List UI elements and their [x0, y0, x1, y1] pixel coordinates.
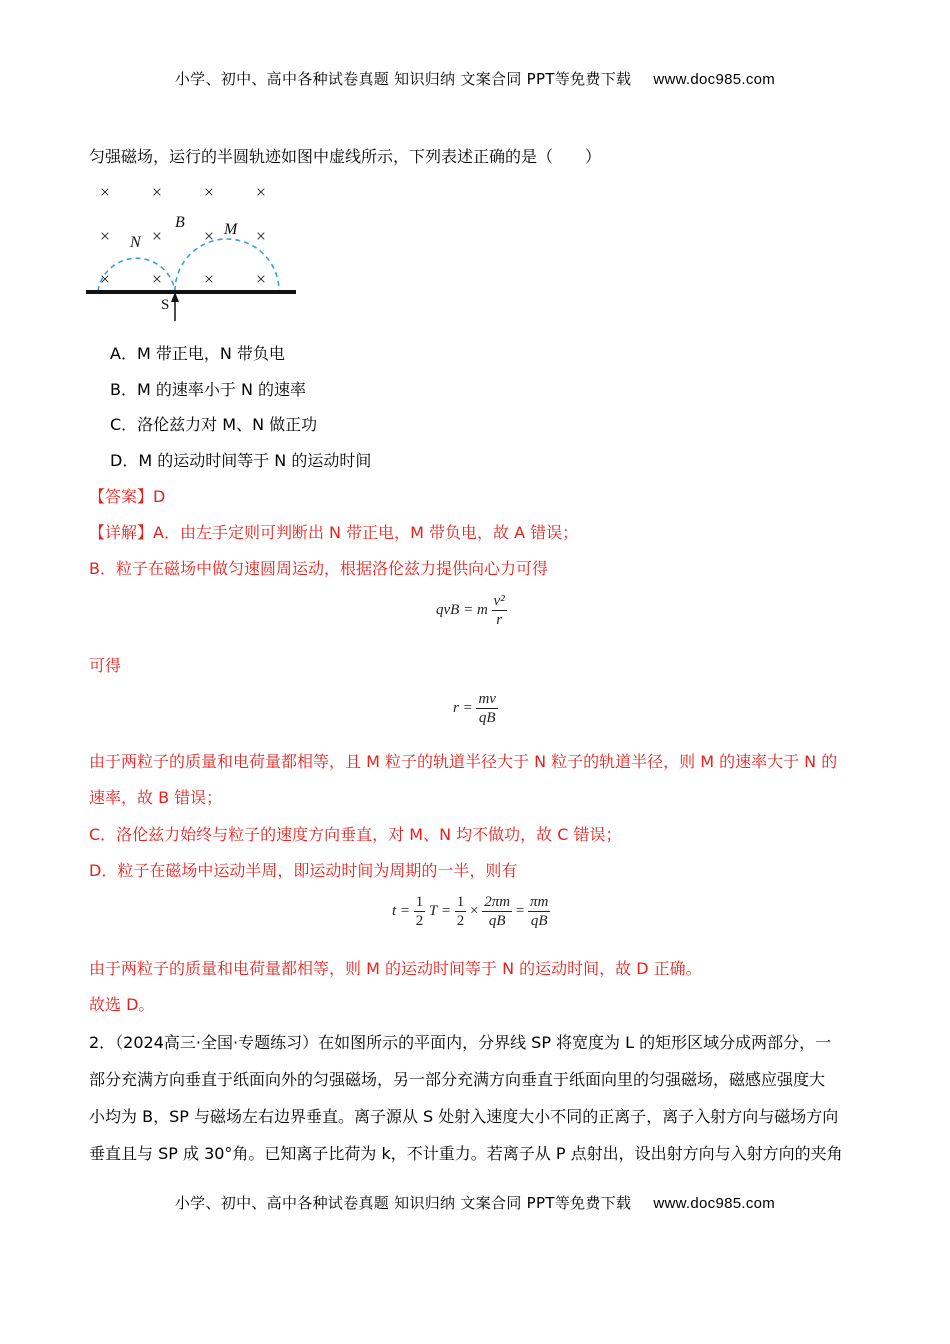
question2-line4: 垂直且与 SP 成 30°角。已知离子比荷为 k，不计重力。若离子从 P 点射出，设出射方向与入射方向的夹角 — [89, 1144, 843, 1163]
formula3-frac1 — [414, 893, 426, 930]
footer-site: www.doc985.com — [653, 1195, 776, 1212]
option-a: A．M 带正电，N 带负电 — [110, 344, 285, 363]
formula1-den: r — [496, 612, 503, 628]
field-cross: × — [151, 269, 163, 289]
field-cross: × — [99, 226, 111, 246]
formula3-times: × — [470, 902, 479, 919]
explanation-b3: 速率，故 B 错误； — [89, 788, 223, 807]
formula2-lhs: r = — [453, 699, 473, 716]
field-cross: × — [151, 226, 163, 246]
option-b: B．M 的速率小于 N 的速率 — [110, 380, 307, 399]
formula-lorentz — [436, 592, 507, 629]
explanation-b2: 由于两粒子的质量和电荷量都相等，且 M 粒子的轨道半径大于 N 粒子的轨道半径，则 M 的速率大于 N 的 — [89, 752, 838, 771]
formula2-frac — [476, 690, 498, 727]
formula3-T: T = — [429, 902, 451, 919]
field-cross: × — [255, 226, 267, 246]
label-S: S — [161, 297, 170, 313]
formula3-f4den: qB — [530, 913, 548, 929]
formula3-f3den: qB — [488, 913, 506, 929]
field-cross: × — [255, 269, 267, 289]
page-header — [0, 68, 950, 89]
formula1-lhs: qvB = m — [436, 601, 488, 618]
formula3-frac3 — [482, 893, 512, 930]
formula3-t: t = — [392, 902, 411, 919]
explanation-d2: 由于两粒子的质量和电荷量都相等，则 M 的运动时间等于 N 的运动时间，故 D 正确。 — [89, 959, 702, 978]
explanation-a — [89, 522, 578, 544]
explanation-conclusion: 故选 D。 — [89, 995, 155, 1014]
formula2-den: qB — [478, 710, 496, 726]
explanation-label: 【详解】 — [89, 523, 154, 542]
formula3-f3num: 2πm — [484, 894, 511, 910]
question2-line3: 小均为 B，SP 与磁场左右边界垂直。离子源从 S 处射入速度大小不同的正离子，离子入射方向与磁场方向 — [89, 1107, 839, 1126]
page-footer — [0, 1192, 950, 1213]
field-cross: × — [151, 182, 163, 202]
label-M: M — [224, 221, 238, 238]
field-cross: × — [203, 269, 215, 289]
explanation-keyi: 可得 — [89, 656, 122, 675]
formula1-num: v² — [493, 593, 505, 609]
field-cross: × — [203, 182, 215, 202]
explanation-c: C．洛伦兹力始终与粒子的速度方向垂直，对 M、N 均不做功，故 C 错误； — [89, 825, 622, 844]
explanation-a-text: A．由左手定则可判断出 N 带正电，M 带负电，故 A 错误； — [153, 523, 579, 542]
field-cross: × — [255, 182, 267, 202]
formula3-f2den: 2 — [456, 913, 465, 929]
field-cross: × — [99, 269, 111, 289]
question2-line2: 部分充满方向垂直于纸面向外的匀强磁场，另一部分充满方向垂直于纸面向里的匀强磁场，磁感应强度大 — [89, 1070, 826, 1089]
field-cross: × — [203, 226, 215, 246]
answer-label: 【答案】 — [89, 487, 154, 506]
label-N: N — [130, 234, 141, 251]
answer-value: D — [153, 487, 166, 506]
formula-radius — [453, 690, 498, 727]
footer-text: 小学、初中、高中各种试卷真题 知识归纳 文案合同 PPT等免费下载 — [174, 1194, 632, 1212]
explanation-d1: D．粒子在磁场中运动半周，即运动时间为周期的一半，则有 — [89, 861, 518, 880]
formula3-f1den: 2 — [415, 913, 424, 929]
formula2-num: mv — [478, 691, 496, 707]
question1-stem: 匀强磁场，运行的半圆轨迹如图中虚线所示，下列表述正确的是（ ） — [89, 147, 602, 166]
label-B: B — [175, 214, 185, 231]
formula3-frac4 — [528, 893, 550, 930]
formula3-f2num: 1 — [456, 894, 465, 910]
header-text: 小学、初中、高中各种试卷真题 知识归纳 文案合同 PPT等免费下载 — [174, 70, 632, 88]
explanation-b1: B．粒子在磁场中做匀速圆周运动，根据洛伦兹力提供向心力可得 — [89, 559, 548, 578]
magnetic-field-figure — [86, 178, 301, 324]
question2-line1: 2．（2024高三·全国·专题练习）在如图所示的平面内，分界线 SP 将宽度为 L 的矩形区域分成两部分，一 — [89, 1033, 832, 1052]
formula-time — [392, 893, 550, 930]
formula3-frac2 — [455, 893, 467, 930]
formula1-frac — [492, 592, 507, 629]
answer-line — [89, 486, 165, 508]
option-d: D．M 的运动时间等于 N 的运动时间 — [110, 451, 372, 470]
header-site: www.doc985.com — [653, 71, 776, 88]
formula3-eq: = — [515, 902, 525, 919]
formula3-f1num: 1 — [415, 894, 424, 910]
option-c: C．洛伦兹力对 M、N 做正功 — [110, 415, 318, 434]
field-cross: × — [99, 182, 111, 202]
formula3-f4num: πm — [530, 894, 549, 910]
